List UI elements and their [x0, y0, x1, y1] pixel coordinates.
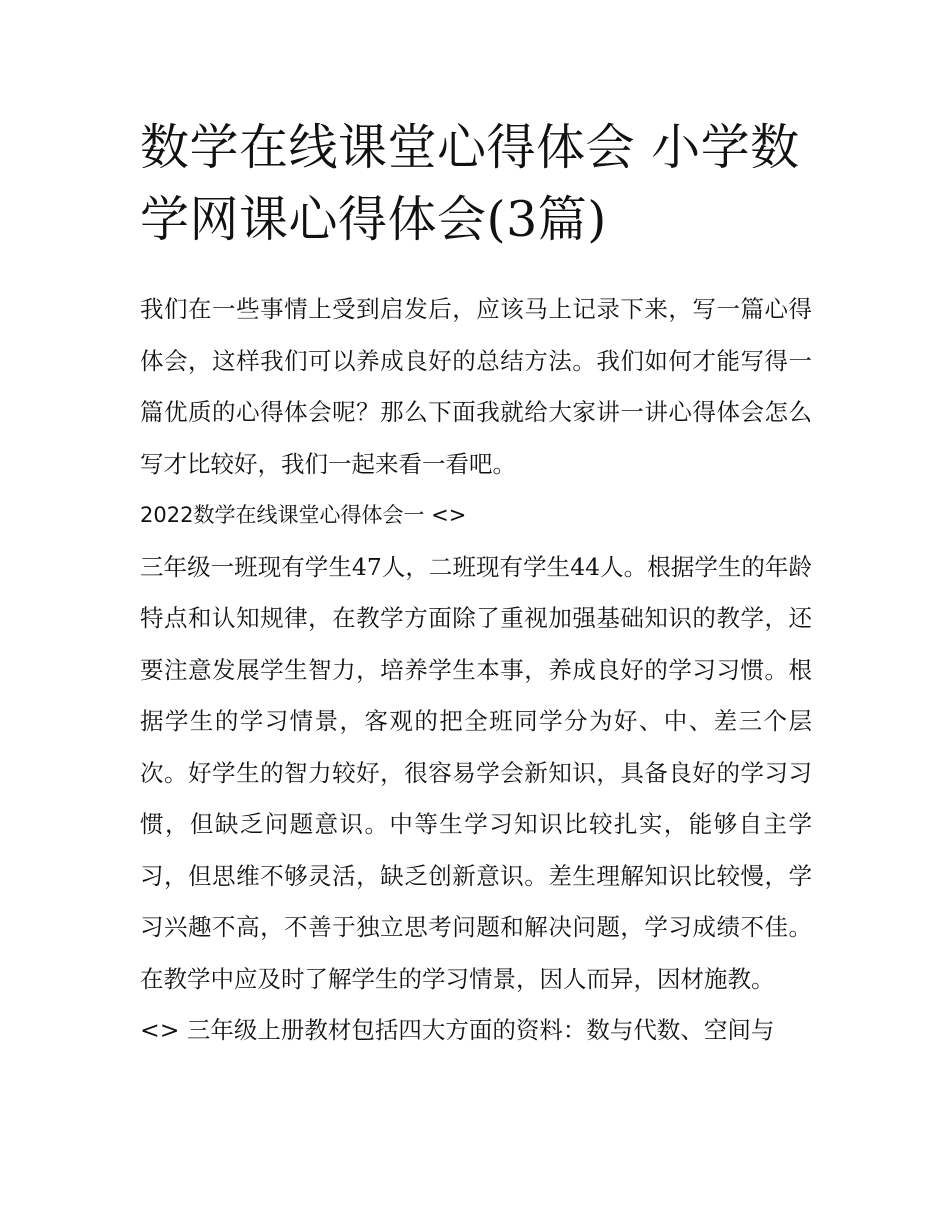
document-page: [140, 112, 812, 1057]
document-title: 数学在线课堂心得体会 小学数学网课心得体会(3篇): [140, 119, 800, 248]
last-line: <> 三年级上册教材包括四大方面的资料：数与代数、空间与: [140, 1016, 775, 1044]
body-paragraph: 三年级一班现有学生47人，二班现有学生44人。根据学生的年龄特点和认知规律，在教学方面除了重视加强基础知识的教学，还要注意发展学生智力，培养学生本事，养成良好的学习习惯。根据学生的学习情景，客观的把全班同学分为好、中、差三个层次。好学生的智力较好，很容易学会新知识，具备良好的学习习惯，但缺乏问题意识。中等生学习知识比较扎实，能够自主学习，但思维不够灵活，缺乏创新意识。差生理解知识比较慢，学习兴趣不高，不善于独立思考问题和解决问题，学习成绩不佳。在教学中应及时了解学生的学习情景，因人而异，因材施教。: [140, 552, 812, 993]
section-heading: 2022数学在线课堂心得体会一 <>: [140, 503, 467, 527]
intro-paragraph: 我们在一些事情上受到启发后，应该马上记录下来，写一篇心得体会，这样我们可以养成良好的总结方法。我们如何才能写得一篇优质的心得体会呢？那么下面我就给大家讲一讲心得体会怎么写才比较好，我们一起来看一看吧。: [140, 295, 812, 478]
